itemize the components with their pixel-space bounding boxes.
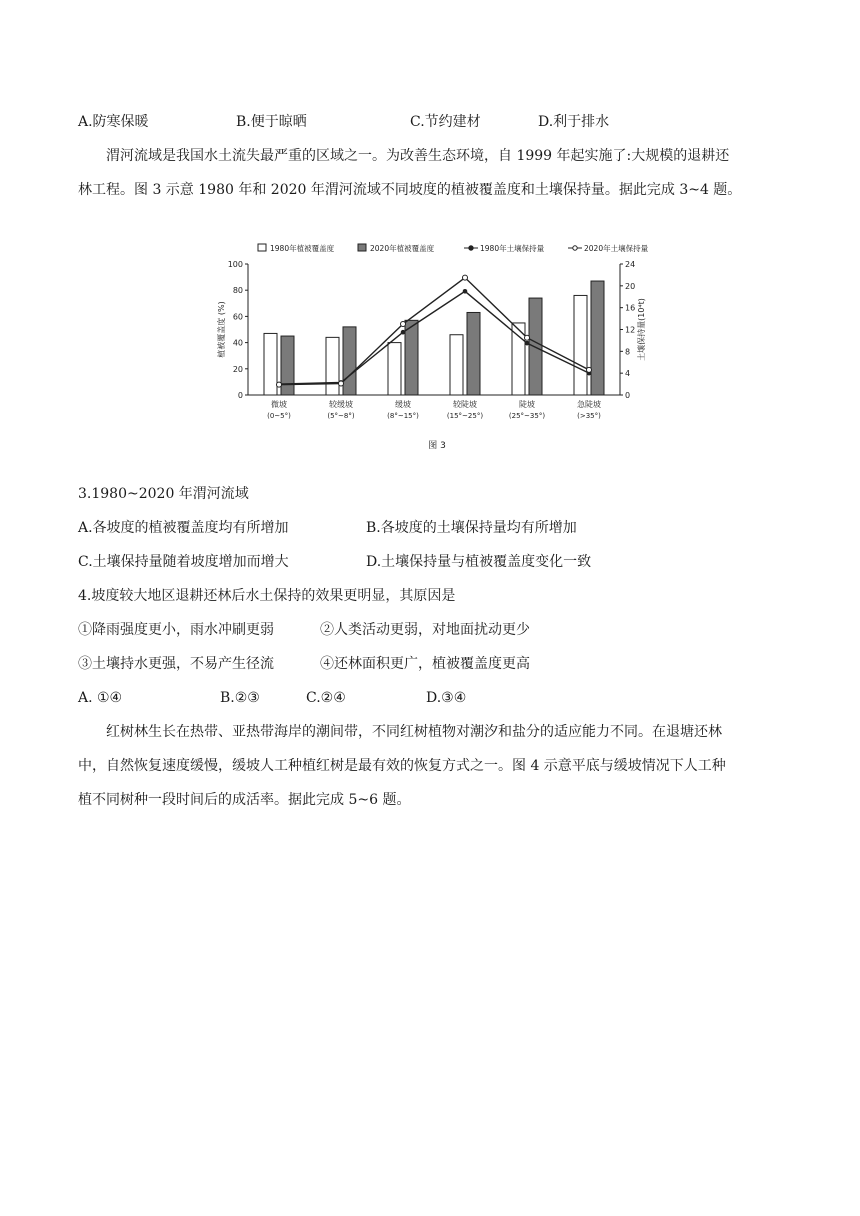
point — [525, 341, 530, 346]
point — [525, 335, 530, 340]
y-tick-label: 60 — [232, 312, 243, 322]
chart-bars — [264, 281, 604, 395]
intro2-paragraph-line2: 中，自然恢复速度缓慢，缓坡人工种植红树是最有效的恢复方式之一。图 4 示意平底与缓坡情况下人工种 — [78, 758, 726, 774]
q4-statement-2: ②人类活动更弱，对地面扰动更少 — [320, 622, 530, 638]
x-tick-label: 缓坡 — [395, 400, 411, 409]
point — [463, 275, 468, 280]
chart-lines — [277, 275, 592, 387]
bar — [450, 335, 463, 395]
y2-tick-label: 4 — [625, 369, 631, 379]
y2-tick-label: 0 — [625, 391, 631, 400]
q2-option-c: C.节约建材 — [410, 114, 481, 130]
q4-option-d: D.③④ — [426, 690, 467, 706]
point — [339, 381, 344, 386]
point — [277, 382, 282, 387]
figure-3-chart — [210, 238, 650, 456]
y2-tick-label: 8 — [625, 347, 631, 357]
x-tick-label: 微坡 — [271, 400, 287, 409]
y-tick-label: 0 — [237, 391, 243, 400]
x-tick-range: (>35°) — [577, 412, 601, 420]
q2-option-a: A.防寒保暖 — [78, 114, 149, 130]
x-tick-range: (25°~35°) — [508, 412, 546, 420]
legend-label: 2020年植被覆盖度 — [370, 244, 435, 253]
intro2-paragraph-line3: 植不同树种一段时间后的成活率。据此完成 5~6 题。 — [78, 792, 411, 808]
chart-legend — [258, 243, 649, 253]
bar — [388, 343, 401, 395]
point — [463, 289, 468, 294]
bar — [343, 327, 356, 395]
legend-marker — [469, 246, 473, 250]
y2-tick-label: 24 — [625, 260, 636, 269]
y2-tick-label: 20 — [625, 281, 636, 291]
q4-stem: 4.坡度较大地区退耕还林后水土保持的效果更明显，其原因是 — [78, 588, 456, 604]
x-tick-range: (5°~8°) — [327, 412, 355, 420]
x-tick-range: (8°~15°) — [387, 412, 419, 420]
intro-paragraph-line2: 林工程。图 3 示意 1980 年和 2020 年渭河流域不同坡度的植被覆盖度和土壤保持量。据此完成 3~4 题。 — [78, 182, 742, 198]
q4-statement-3: ③土壤持水更强，不易产生径流 — [78, 656, 274, 672]
y-tick-label: 40 — [232, 338, 243, 348]
bar — [574, 295, 587, 395]
bar — [405, 320, 418, 395]
q3-option-b: B.各坡度的土壤保持量均有所增加 — [366, 520, 577, 536]
point — [401, 322, 406, 327]
x-tick-label: 较缓坡 — [329, 400, 353, 409]
q4-option-b: B.②③ — [220, 690, 260, 706]
y-tick-label: 100 — [227, 260, 243, 269]
bar — [281, 336, 294, 395]
y2-tick-label: 16 — [625, 303, 636, 313]
point — [401, 330, 406, 335]
q4-option-a: A. ①④ — [78, 690, 123, 706]
y2-axis-label: 土壤保持量(10⁴t) — [637, 298, 646, 361]
point — [587, 367, 592, 372]
q4-option-c: C.②④ — [306, 690, 346, 706]
legend-label: 2020年土壤保持量 — [584, 244, 649, 253]
q3-stem: 3.1980~2020 年渭河流域 — [78, 486, 249, 502]
q3-option-d: D.土壤保持量与植被覆盖度变化一致 — [366, 554, 592, 570]
q3-option-c: C.土壤保持量随着坡度增加而增大 — [78, 554, 289, 570]
bar — [467, 312, 480, 395]
y2-tick-label: 12 — [625, 325, 636, 335]
x-tick-range: (0~5°) — [267, 412, 291, 420]
bar — [326, 337, 339, 395]
legend-marker — [573, 246, 577, 250]
legend-label: 1980年植被覆盖度 — [270, 244, 335, 253]
bar — [264, 333, 277, 395]
legend-swatch — [358, 244, 366, 251]
q2-option-b: B.便于晾晒 — [236, 114, 307, 130]
chart-caption: 图 3 — [428, 441, 446, 451]
y-tick-label: 80 — [232, 286, 243, 296]
y-tick-label: 20 — [232, 364, 243, 374]
x-tick-label: 急陡坡 — [577, 400, 601, 409]
q4-statement-1: ①降雨强度更小，雨水冲刷更弱 — [78, 622, 274, 638]
q3-option-a: A.各坡度的植被覆盖度均有所增加 — [78, 520, 289, 536]
bar — [591, 281, 604, 395]
q4-statement-4: ④还林面积更广，植被覆盖度更高 — [320, 656, 530, 672]
y-axis-label: 植被覆盖度 (%) — [217, 301, 226, 358]
chart-x-labels — [267, 399, 601, 420]
intro2-paragraph-line1: 红树林生长在热带、亚热带海岸的潮间带，不同红树植物对潮汐和盐分的适应能力不同。在退塘还林 — [106, 724, 722, 740]
q2-option-d: D.利于排水 — [538, 114, 610, 130]
x-tick-label: 较陡坡 — [453, 400, 477, 409]
x-tick-label: 陡坡 — [519, 400, 535, 409]
legend-swatch — [258, 244, 266, 251]
x-tick-range: (15°~25°) — [446, 412, 484, 420]
intro-paragraph-line1: 渭河流域是我国水土流失最严重的区域之一。为改善生态环境，自 1999 年起实施了:大规模的退耕还 — [106, 148, 730, 164]
legend-label: 1980年土壤保持量 — [480, 244, 545, 253]
